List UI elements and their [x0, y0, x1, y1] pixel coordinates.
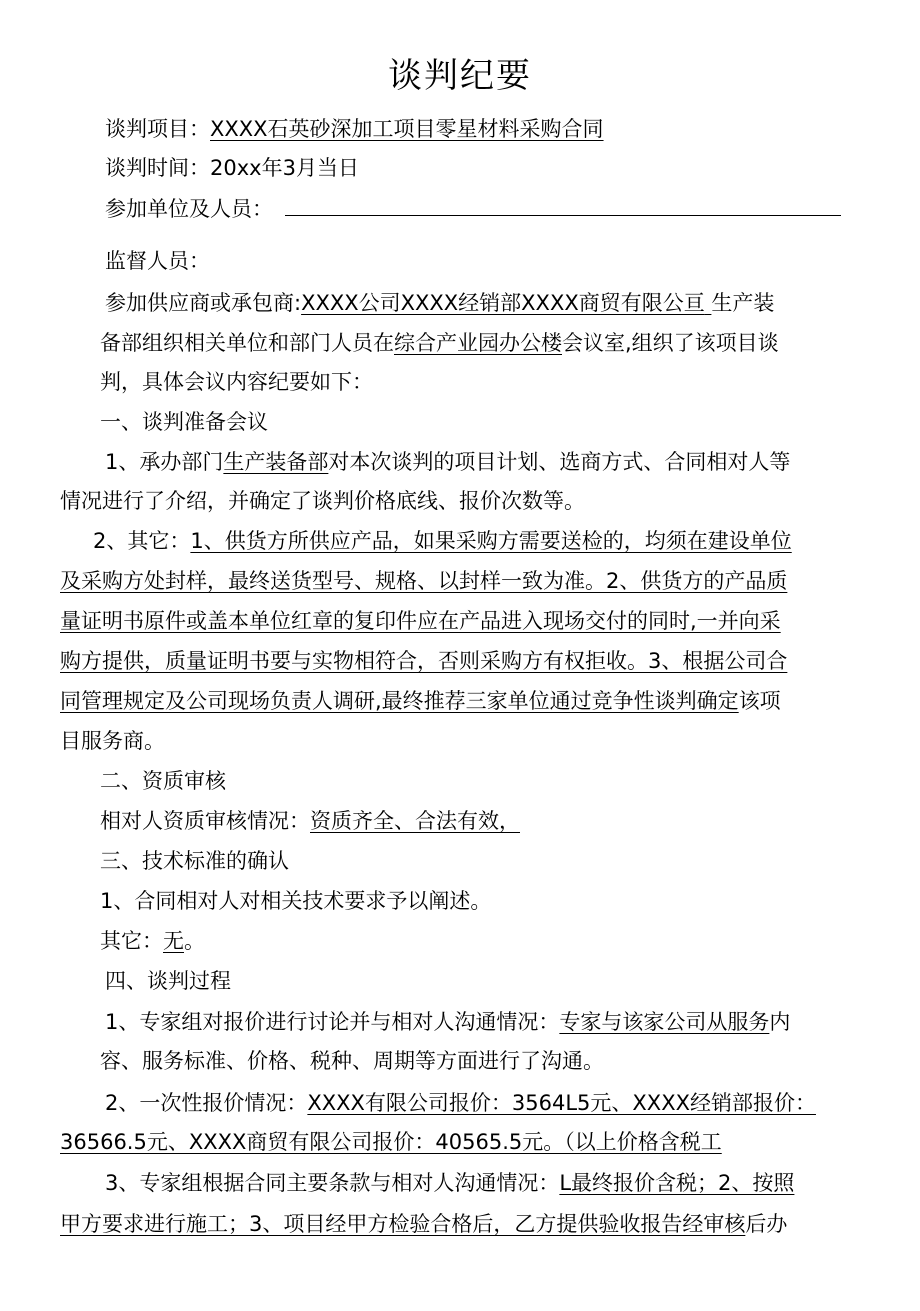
- participants-blank: [285, 193, 841, 216]
- s3-other-value: 无: [163, 929, 184, 953]
- supplier-prefix: 参加供应商或承包商:: [105, 291, 302, 315]
- s1-para2-line3: 量证明书原件或盖本单位红章的复印件应在产品进入现场交付的同时,一并向采: [60, 609, 781, 633]
- s4-para2-line1: [105, 1088, 816, 1118]
- section-3-heading: 三、技术标准的确认: [100, 849, 289, 873]
- time-line: [105, 153, 359, 183]
- s3-other-line: [100, 926, 205, 956]
- s4-para3-line1: [105, 1168, 794, 1198]
- s2-qualification-line: [100, 806, 520, 836]
- supervisor-line: [105, 246, 210, 276]
- s4-p2-label: 2、一次性报价情况：: [105, 1091, 308, 1115]
- project-line: [105, 114, 604, 144]
- supplier-line: [105, 288, 774, 318]
- s4-p3-text-2b: 后办: [745, 1212, 788, 1236]
- supplier-value: XXXX公司XXXX经销部XXXX商贸有限公亘: [301, 291, 705, 315]
- s1-para2-line5: [60, 686, 781, 716]
- project-label: 谈判项目：: [105, 117, 210, 141]
- s4-p1-text-b: 内: [769, 1010, 791, 1034]
- s4-p3-text-u: L最终报价含税；2、按照: [559, 1171, 795, 1195]
- s1-para1-line2: 情况进行了介绍，并确定了谈判价格底线、报价次数等。: [60, 489, 585, 513]
- s1-para1-line1: [105, 447, 790, 477]
- s4-para3-line2: [60, 1209, 787, 1239]
- project-value: XXXX石英砂深加工项目零星材料采购合同: [210, 117, 604, 141]
- supervisor-label: 监督人员：: [105, 249, 210, 273]
- s1-p1-text-a: 1、承办部门: [105, 450, 224, 474]
- s3-other-end: 。: [184, 929, 205, 953]
- s4-para1-line2: 容、服务标准、价格、税种、周期等方面进行了沟通。: [100, 1049, 604, 1073]
- s1-p2-text-1: 1、供货方所供应产品，如果采购方需要送检的，均须在建设单位: [190, 529, 792, 553]
- s1-p2-text-5b: 该项: [738, 689, 781, 713]
- s1-p1-dept: 生产装备部: [223, 450, 329, 474]
- section-4-heading: 四、谈判过程: [105, 969, 231, 993]
- participants-line: [105, 193, 841, 224]
- s4-p3-text-2u: 甲方要求进行施工；3、项目经甲方检验合格后，乙方提供验收报告经审核: [60, 1212, 746, 1236]
- s1-p1-text-b: 对本次谈判的项目计划、选商方式、合同相对人等: [328, 450, 791, 474]
- s4-p1-text-u: 专家与该家公司从服务: [559, 1010, 770, 1034]
- s1-p2-text-5u: 同管理规定及公司现场负责人调研,最终推荐三家单位通过竞争性谈判确定: [60, 689, 739, 713]
- supplier-suffix: 生产装: [711, 291, 775, 315]
- s2-label: 相对人资质审核情况：: [100, 809, 310, 833]
- participants-label: 参加单位及人员：: [105, 197, 273, 221]
- organizer-text-a: 备部组织相关单位和部门人员在: [100, 331, 394, 355]
- s1-p2-label: 2、其它：: [93, 529, 191, 553]
- s1-para2-line4: 购方提供，质量证明书要与实物相符合，否则采购方有权拒收。3、根据公司合: [60, 649, 788, 673]
- meeting-location: 综合产业园办公楼: [394, 331, 562, 355]
- s1-para2-line2: 及采购方处封样，最终送货型号、规格、以封样一致为准。2、供货方的产品质: [60, 569, 788, 593]
- time-value: 20xx年3月当日: [210, 156, 359, 180]
- s4-para1-line1: [105, 1007, 790, 1037]
- s3-other-label: 其它：: [100, 929, 163, 953]
- organizer-line-3: 判，具体会议内容纪要如下：: [100, 370, 373, 394]
- section-2-heading: 二、资质审核: [100, 769, 226, 793]
- s1-para2-line6: 目服务商。: [60, 729, 165, 753]
- s1-para2-line1: [93, 526, 792, 556]
- s2-value: 资质齐全、合法有效，: [310, 809, 520, 833]
- time-label: 谈判时间：: [105, 156, 210, 180]
- document-title: 谈判纪要: [388, 56, 532, 96]
- s3-para1: 1、合同相对人对相关技术要求予以阐述。: [100, 889, 492, 913]
- s4-p1-text-a: 1、专家组对报价进行讨论并与相对人沟通情况：: [105, 1010, 560, 1034]
- s4-p2-quotes-1: XXXX有限公司报价：3564L5元、XXXX经销部报价：: [307, 1091, 816, 1115]
- organizer-text-b: 会议室,组织了该项目谈: [562, 331, 779, 355]
- organizer-line-2: [100, 328, 779, 358]
- s4-para2-line2: 36566.5元、XXXX商贸有限公司报价：40565.5元。（以上价格含税工: [60, 1130, 722, 1154]
- section-1-heading: 一、谈判准备会议: [100, 410, 268, 434]
- s4-p3-text-a: 3、专家组根据合同主要条款与相对人沟通情况：: [105, 1171, 560, 1195]
